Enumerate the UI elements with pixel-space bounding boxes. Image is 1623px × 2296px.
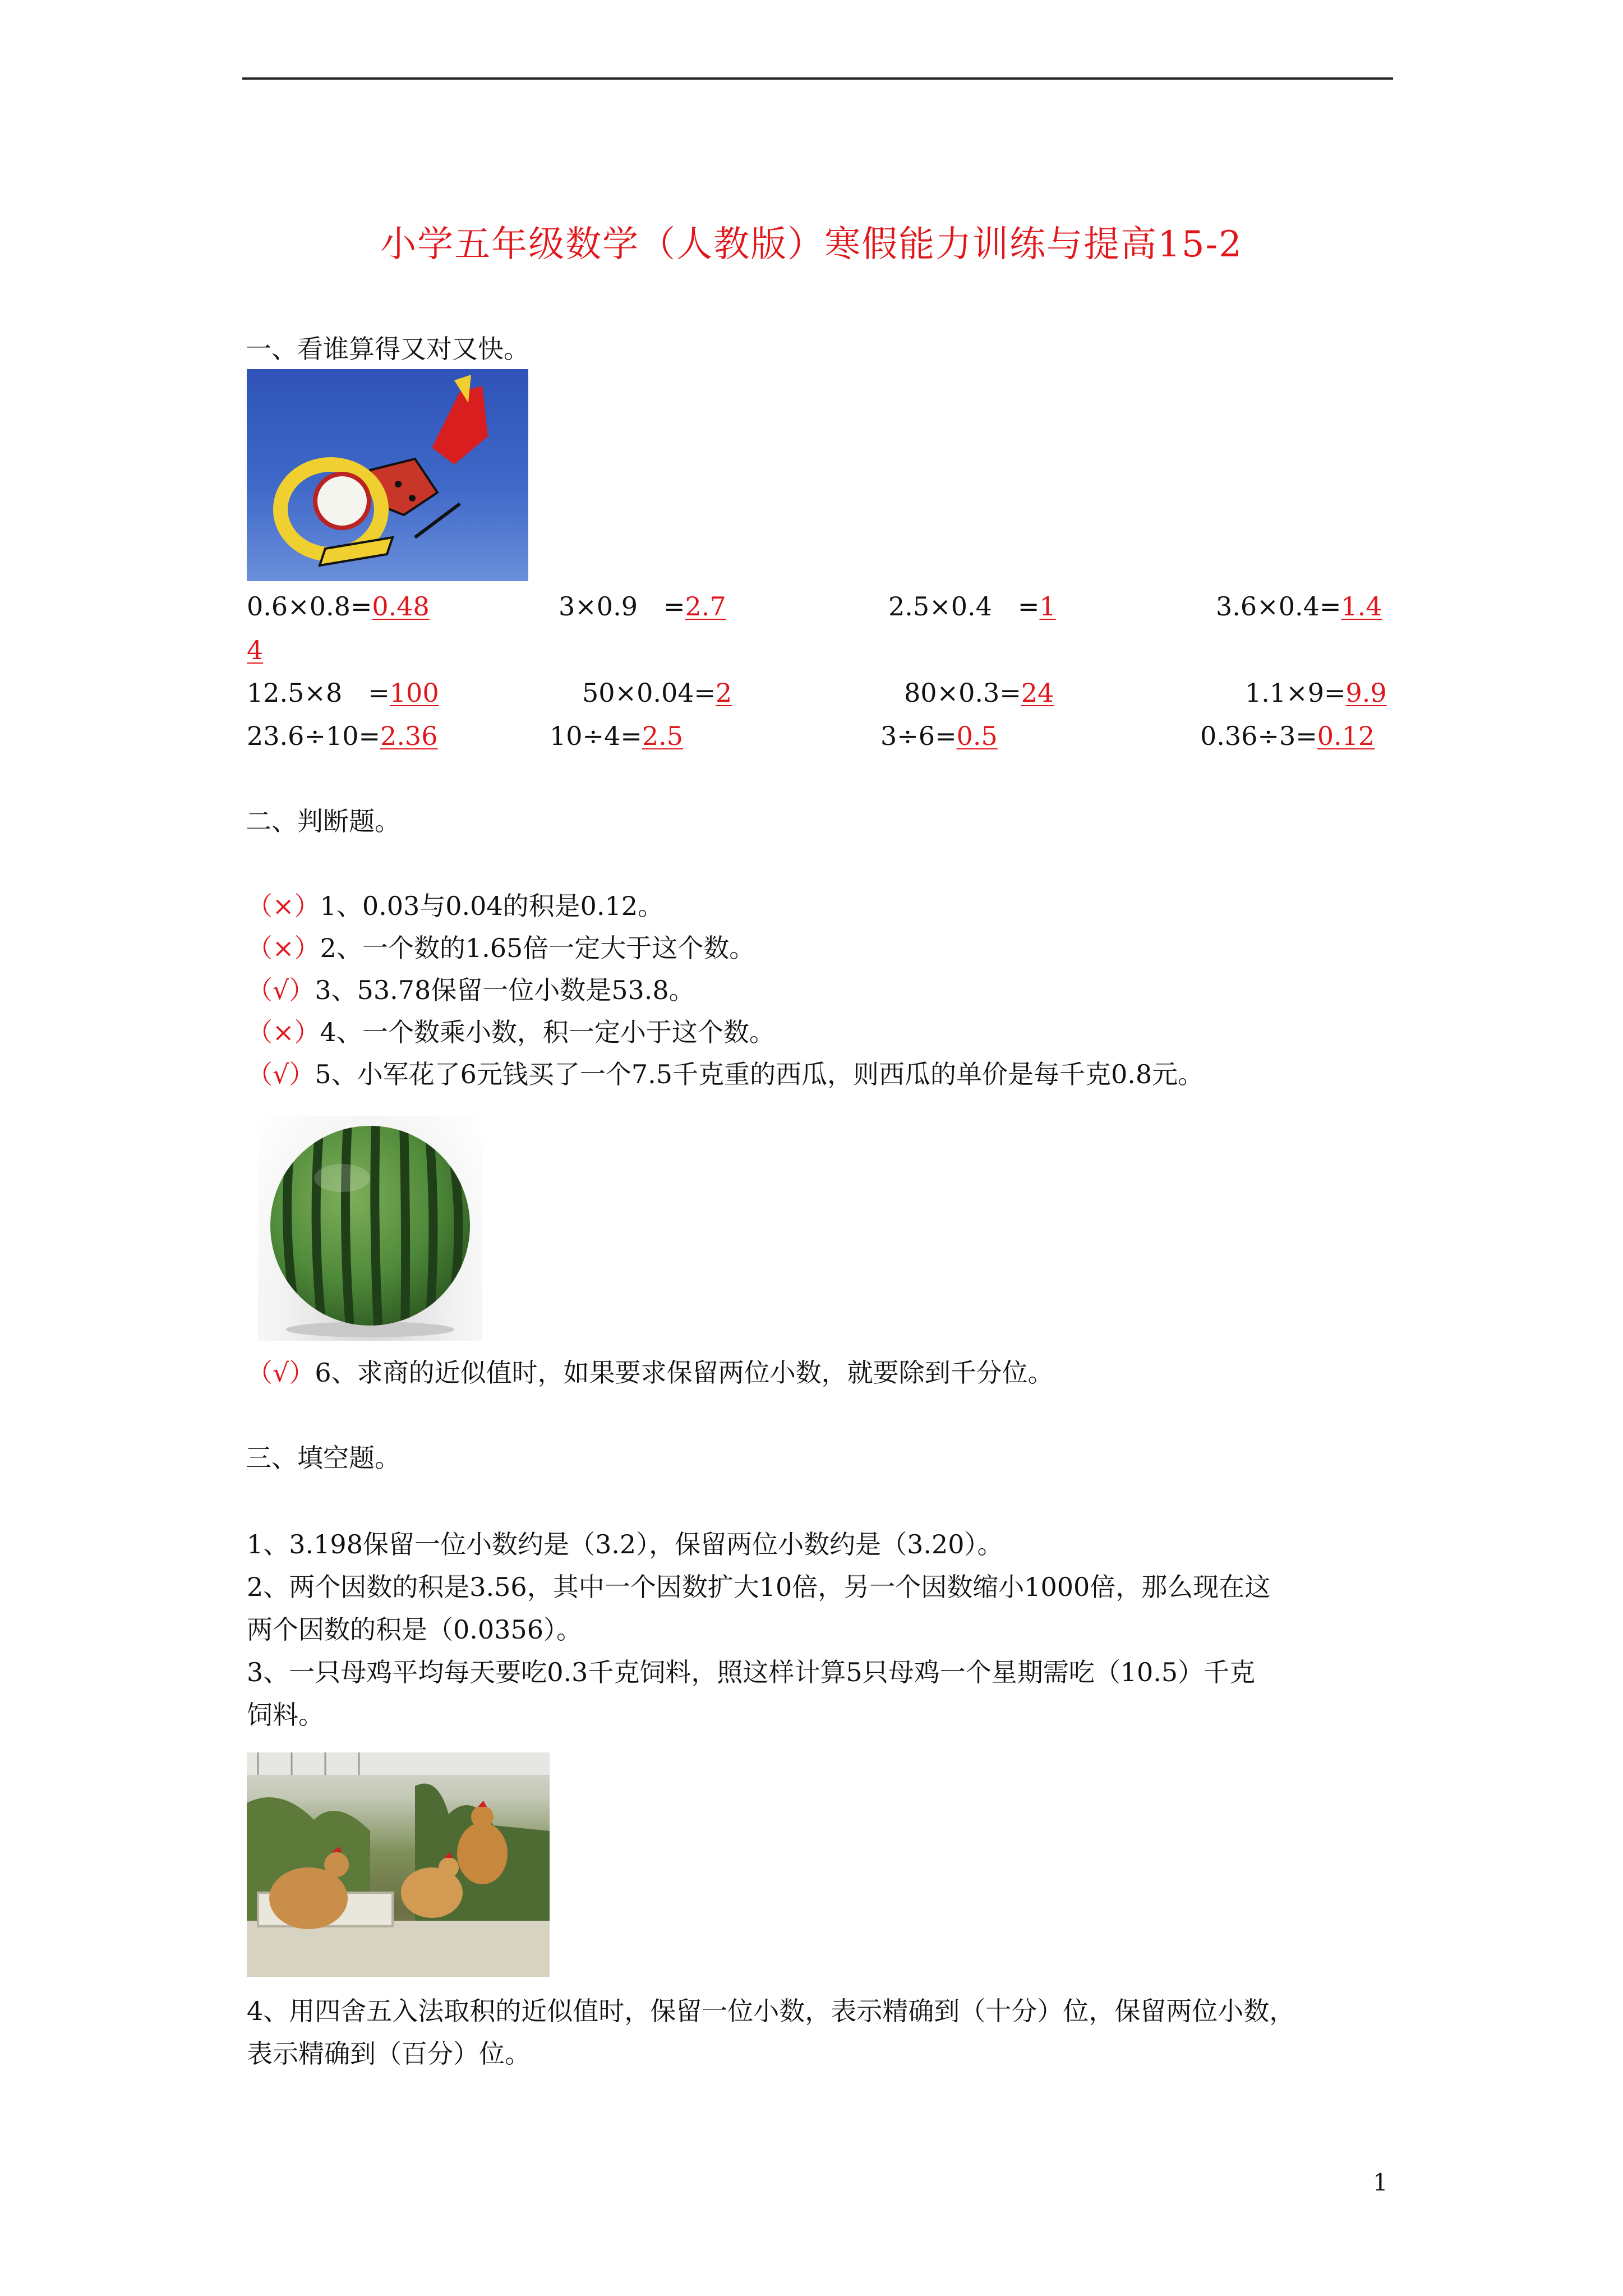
fill-blank-line: 3、一只母鸡平均每天要吃0.3千克饲料，照这样计算5只母鸡一个星期需吃（10.5）千克	[247, 1657, 1256, 1687]
judgment-item: （×）1、0.03与0.04的积是0.12。	[247, 891, 664, 921]
calc-item: 0.36÷3=0.12	[1200, 721, 1375, 751]
calc-item: 3×0.9 =2.7	[559, 591, 726, 622]
judgment-item: （×）2、一个数的1.65倍一定大于这个数。	[247, 933, 755, 963]
section1-heading: 一、看谁算得又对又快。	[246, 334, 529, 364]
calc-item: 1.1×9=9.9	[1245, 678, 1387, 708]
page-title: 小学五年级数学（人教版）寒假能力训练与提高15-2	[380, 224, 1243, 265]
fill-blank-line: 1、3.198保留一位小数约是（3.2），保留两位小数约是（3.20）。	[247, 1529, 1003, 1559]
page-number: 1	[1373, 2169, 1388, 2196]
calc-item: 2.5×0.4 =1	[888, 591, 1056, 622]
hens-photo	[247, 1752, 550, 1977]
judgment-item: （√）6、求商的近似值时，如果要求保留两位小数，就要除到千分位。	[247, 1358, 1054, 1388]
fill-blank-line: 4、用四舍五入法取积的近似值时，保留一位小数，表示精确到（十分）位，保留两位小数，	[247, 1996, 1295, 2026]
calc-item: 50×0.04=2	[582, 678, 732, 708]
calc-item: 0.6×0.8=0.48	[247, 591, 430, 622]
section3-heading: 三、填空题。	[246, 1443, 400, 1473]
calc-answer-wrap: 4	[247, 635, 264, 665]
fill-blank-line: 两个因数的积是（0.0356）。	[247, 1614, 582, 1645]
calc-item: 3÷6=0.5	[880, 721, 998, 751]
fill-blank-line: 表示精确到（百分）位。	[247, 2039, 531, 2069]
fill-blank-line: 饲料。	[247, 1700, 324, 1730]
watermelon-photo	[258, 1116, 482, 1341]
calc-item: 12.5×8 =100	[247, 678, 439, 708]
calc-item: 80×0.3=24	[904, 678, 1054, 708]
monkey-king-illustration	[247, 369, 528, 581]
fill-blank-line: 2、两个因数的积是3.56，其中一个因数扩大10倍，另一个因数缩小1000倍，那么现在这	[247, 1572, 1271, 1602]
judgment-item: （×）4、一个数乘小数，积一定小于这个数。	[247, 1017, 775, 1047]
header-rule	[242, 77, 1393, 80]
judgment-item: （√）5、小军花了6元钱买了一个7.5千克重的西瓜，则西瓜的单价是每千克0.8元。	[247, 1059, 1204, 1089]
calc-item: 10÷4=2.5	[550, 721, 684, 751]
calc-item: 23.6÷10=2.36	[247, 721, 438, 751]
calc-item: 3.6×0.4=1.4	[1216, 591, 1382, 622]
judgment-item: （√）3、53.78保留一位小数是53.8。	[247, 975, 695, 1005]
section2-heading: 二、判断题。	[246, 806, 400, 836]
